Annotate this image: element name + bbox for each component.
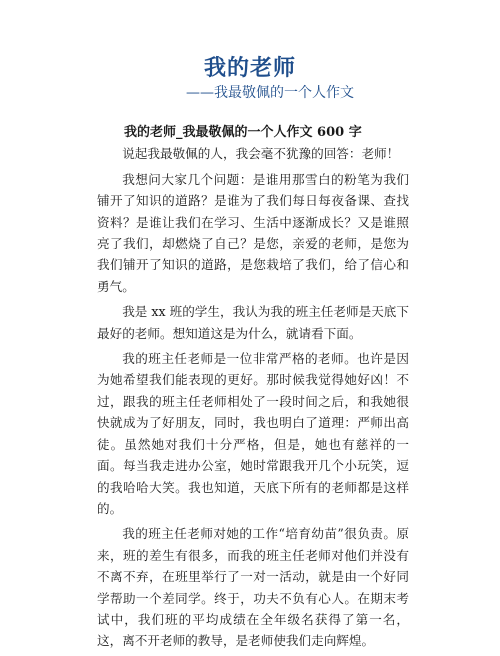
article-heading: 我的老师_我最敬佩的一个人作文 600 字 [124, 125, 362, 140]
paragraph-4: 我的班主任老师是一位非常严格的老师。也许是因为她希望我们能表现的更好。那时候我觉得她好凶！不过，跟我的班主任老师相处了一段时间之后，和我她很快就成为了好朋友，同时，我也明白了道理：严师出高徒。虽然她对我们十分严格，但是，她也有慈祥的一面。每当我走进办公室，她时常跟我开几个小玩笑，逗的我哈哈大笑。我也知道，天底下所有的老师都是这样的。 [97, 351, 409, 516]
page-subtitle: ——我最敬佩的一个人作文 [186, 85, 354, 101]
paragraph-1: 说起我最敬佩的人，我会毫不犹豫的回答：老师！ [122, 146, 400, 162]
paragraph-3: 我是 xx 班的学生，我认为我的班主任老师是天底下最好的老师。想知道这是为什么，就请看下面。 [97, 304, 409, 341]
article-body [97, 122, 409, 656]
paragraph-5: 我的班主任老师对她的工作“培育幼苗”很负责。原来，班的差生有很多，而我的班主任老师对他们并没有不离不弃，在班里举行了一对一活动，就是由一个好同学帮助一个差同学。终于，功夫不负有心人。在期末考试中，我们班的平均成绩在全年级名获得了第一名，这，离不开老师的教导，是老师使我们走向辉煌。 [97, 526, 409, 649]
page-title: 我的老师 [203, 55, 296, 81]
paragraph-2: 我想问大家几个问题：是谁用那雪白的粉笔为我们铺开了知识的道路？是谁为了我们每日每夜备课、查找资料？是谁让我们在学习、生活中逐渐成长？又是谁照亮了我们，却燃烧了自己？是您，亲爱的老师，是您为我们铺开了知识的道路，是您栽培了我们，给了信心和勇气。 [97, 171, 409, 294]
title-block [0, 54, 500, 82]
